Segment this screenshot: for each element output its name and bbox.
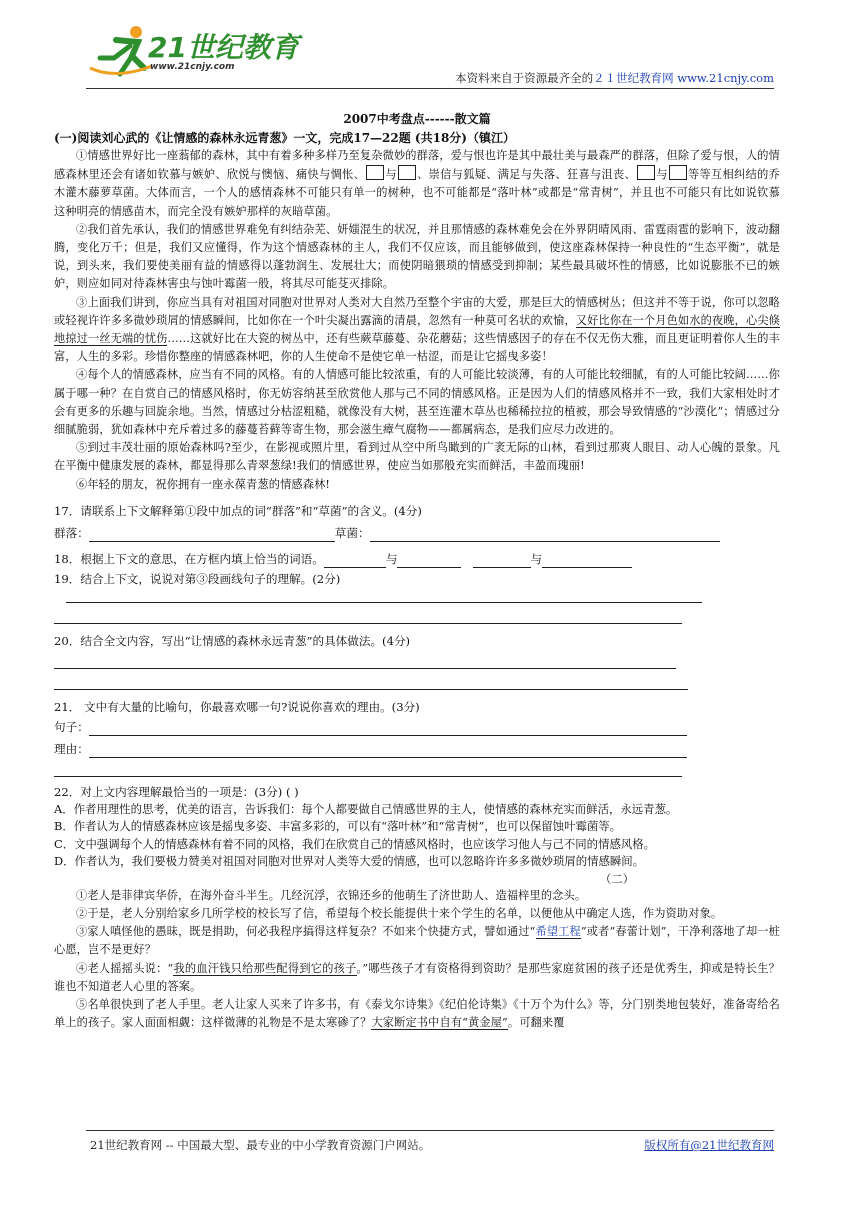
q18-blank-3[interactable]: [473, 553, 531, 568]
passage-paragraph-5: ⑤到过丰茂壮丽的原始森林吗?至少，在影视或照片里，看到过从空中所鸟瞰到的广袤无际的山林，看到过那爽人眼目、动人心魄的景象。凡在平衡中健康发展的森林，都显得那么青翠葱绿!我们的情感世界，使应当如那般充实而鲜活，丰盈而瑰丽!: [54, 441, 780, 473]
q17-label-qunluo: 群落：: [54, 525, 89, 540]
passage-paragraph-3: [54, 294, 780, 367]
q21-sentence-row: [54, 718, 780, 736]
section2-heading: （二）: [599, 871, 635, 886]
section1-heading: (一)阅读刘心武的《让情感的森林永远青葱》一文，完成17—22题 (共18分)（镇江）: [54, 131, 515, 145]
q18-text: 18．根据上下文的意思，在方框内填上恰当的词语。: [54, 551, 324, 566]
q21-answer-line-3[interactable]: [54, 762, 682, 777]
q18-blank-2[interactable]: [397, 553, 461, 568]
s2p3-text-a: ③家人嗔怪他的愚昧，既是捐助，何必我程序搞得这样复杂？不如来个快捷方式，譬如通过“: [76, 925, 536, 939]
q22-option-d[interactable]: D．作者认为，我们要极力赞美对祖国对同胞对世界对人类等大爱的情感，也可以忽略许许多多微妙琐屑的情感瞬间。: [54, 854, 645, 869]
question-20: 20．结合全文内容，写出“让情感的森林永远青葱”的具体做法。(4分): [54, 633, 411, 648]
main-content: [54, 110, 780, 1032]
q18-yu-1: 与: [385, 551, 398, 566]
q22-option-c[interactable]: C．文中强调每个人的情感森林有着不同的风格，我们在欣赏自己的情感风格时，也应该学习他人与己不同的情感风格。: [54, 836, 656, 851]
q20-answer-line-2[interactable]: [54, 675, 688, 690]
s2p5-text-a: ⑤名单很快到了老人手里。老人让家人买来了许多书，有《泰戈尔诗集》《纪伯伦诗集》《十万个为什么》等，分门别类地包装好，准备寄给名单上的孩子。家人面面相觑：这样微薄的礼物是不是太寒碜了？: [54, 998, 780, 1030]
p1-text-c: 、崇信与狐疑、满足与失落、狂喜与沮丧、: [416, 168, 637, 182]
q18-blank-4[interactable]: [542, 553, 632, 568]
s2p5-text-b: 。可翻来覆: [507, 1016, 565, 1030]
passage-paragraph-6: ⑥年轻的朋友，祝你拥有一座永葆青葱的情感森林!: [76, 477, 331, 491]
s2p5-underlined-sentence: 大家断定书中自有“黄金屋”: [371, 1016, 508, 1030]
section2-paragraph-3: [54, 923, 780, 959]
q18-blank-1[interactable]: [324, 553, 386, 568]
q21-blank-sentence[interactable]: [89, 721, 687, 736]
question-21: 21． 文中有大量的比喻句，你最喜欢哪一句?说说你喜欢的理由。(3分): [54, 699, 420, 714]
s2p4-text-b: 。”哪些孩子才有资格得到资助？是那些家庭贫困的孩子还是优秀生，抑或是特长生？谁也不知道老人心里的答案。: [54, 961, 781, 993]
hope-project-link[interactable]: 希望工程: [535, 925, 581, 939]
logo-title: 21世纪教育: [148, 31, 299, 64]
section2-paragraph-4: [54, 960, 780, 996]
page-title: 2007中考盘点------散文篇: [343, 112, 491, 126]
s2p3-text-b: ”或者“春蕾计划”，干净利落地了却一桩心愿，岂不是更好？: [54, 925, 780, 957]
q21-label-sentence: 句子：: [54, 719, 89, 734]
p1-text-a: ①情感世界好比一座蓊郁的森林，其中有着多种多样乃至复杂微妙的群落，爱与恨也许是其中最壮美与最森严的群落，但除了爱与恨，人的情感森林里还会有诸如钦慕与嫉妒、欣悦与懊恼、痛快与惆怅、: [54, 149, 780, 182]
q17-blank-caojun[interactable]: [370, 527, 720, 542]
section2-paragraph-1: ①老人是菲律宾华侨，在海外奋斗半生。几经沉浮，衣锦还乡的他萌生了济世助人、造福梓里的念头。: [76, 888, 587, 902]
q17-label-caojun: 草菌：: [334, 525, 370, 540]
p3-text-b: ……这就好比在大瓷的树丛中，还有些蕨草藤蔓、杂花蘑菇；这些情感因子的存在不仅无伤大雅，而且更证明着你人生的丰富，人生的多彩。珍惜你整座的情感森林吧，你的人生使命不是使它单一枯涩，而是让它摇曳多姿！: [54, 332, 780, 364]
q21-label-reason: 理由：: [54, 741, 89, 756]
s2p4-underlined-sentence: 我的血汗钱只给那些配得到它的孩子: [173, 961, 357, 975]
q18-yu-2: 与: [530, 551, 543, 566]
question-19: 19．结合上下文，说说对第③段画线句子的理解。(2分): [54, 571, 341, 586]
q19-answer-line-1[interactable]: [66, 588, 702, 603]
p1-text-b: 与: [385, 168, 397, 182]
answer-box-2[interactable]: [398, 165, 416, 180]
logo-url: www.21cnjy.com: [150, 62, 235, 72]
running-man-icon: [86, 22, 156, 82]
q22-option-b[interactable]: B．作者认为人的情感森林应该是摇曳多姿、丰富多彩的，可以有“落叶林”和“常青树”，也可以保留蚀叶霉菌等。: [54, 819, 622, 834]
footer-copyright-link[interactable]: 版权所有@21世纪教育网: [644, 1138, 774, 1152]
p3-text-a: ③上面我们讲到，你应当具有对祖国对同胞对世界对人类对大自然乃至整个宇宙的大爱，那是巨大的情感树丛；但这并不等于说，你可以忽略或轻视许许多多微妙琐屑的情感瞬间，比如你在一个叶尖凝出露滴的清晨，忽然有一种莫可名状的欢愉，: [54, 295, 780, 327]
answer-box-3[interactable]: [637, 165, 655, 180]
question-18: [54, 550, 780, 568]
q19-answer-line-2[interactable]: [54, 609, 682, 624]
s2p4-text-a: ④老人摇摇头说：“: [76, 961, 174, 975]
section2-paragraph-2: ②于是，老人分别给家乡几所学校的校长写了信，希望每个校长能提供十来个学生的名单，以便他从中确定人选，作为资助对象。: [76, 907, 723, 921]
header-source-prefix: 本资料来自于资源最齐全的: [455, 71, 594, 85]
header-source-url[interactable]: www.21cnjy.com: [677, 71, 774, 85]
question-17-answers: [54, 524, 780, 542]
passage-paragraph-2: ②我们首先承认，我们的情感世界难免有纠结杂芜、妍媸混生的状况，并且那情感的森林难免会在外界阴晴风雨、雷霆雨雹的影响下，波动翻腾，变化万千；但是，我们又应懂得，作为这个情感森林的主人，我们不仅应该，而且能够做到，使这座森林保持一种良性的“生态平衡”，就是说，到头来，我们要使美丽有益的情感得以蓬勃润生、发展壮大；而使阴暗猥琐的情感受到抑制；某些最具破坏性的情感，比如说膨胀不已的嫉妒，则应如同对待森林害虫与蚀叶霉菌一般，将其尽可能芟灭排除。: [54, 222, 780, 291]
question-17: 17．请联系上下文解释第①段中加点的词“群落”和“草菌”的含义。(4分): [54, 503, 422, 518]
q21-reason-row: [54, 740, 780, 758]
header-divider: [86, 88, 774, 89]
p3-underlined-sentence: 又好比你在一个月色如水的夜晚，心尖倏地掠过一丝无端的忧伤: [54, 313, 780, 346]
q21-blank-reason[interactable]: [89, 743, 687, 758]
footer-divider: [86, 1130, 774, 1131]
answer-box-1[interactable]: [366, 165, 384, 180]
p1-text-d: 与: [656, 168, 668, 182]
header-source: [455, 70, 774, 86]
passage-paragraph-1: [54, 147, 780, 221]
footer-tagline: 21世纪教育网 -- 中国最大型、最专业的中小学教育资源门户网站。: [90, 1138, 431, 1152]
passage-paragraph-4: ④每个人的情感森林，应当有不同的风格。有的人情感可能比较浓重，有的人可能比较淡薄，有的人可能比较细腻，有的人可能比较阔……你属于哪一种？在自赏自己的情感风格时，你无妨容纳甚至欣赏他人那与己不同的情感风格。正是因为人们的情感风格并不一致，我们大家相处时才会有更多的乐趣与回旋余地。当然，情感过分枯涩粗糙，就像没有大树，甚至连灌木草丛也稀稀拉拉的植被，那会导致情感的“沙漠化”；情感过分细腻脆弱，犹如森林中充斥着过多的藤蔓苔藓等寄生物，那会滋生瘴气腐物——都属病态，是我们应尽力改进的。: [54, 368, 781, 437]
question-22: 22．对上文内容理解最恰当的一项是：(3分) ( ): [54, 784, 299, 799]
section2-paragraph-5: [54, 996, 780, 1032]
answer-box-4[interactable]: [669, 165, 687, 180]
p1-text-e: 等等互相纠结的乔木灌木藤萝草菌。大体而言，一个人的感情森林不可能只有单一的树种，也不可能都是“落叶林”或都是“常青树”，并且也不可能只有比如说钦慕这种明亮的情感苗木，而完全没有嫉妒那样的灰暗草菌。: [54, 168, 780, 218]
q22-option-a[interactable]: A．作者用理性的思考，优美的语言，告诉我们：每个人都要做自己情感世界的主人，使情感的森林充实而鲜活，永远青葱。: [54, 801, 678, 816]
header-source-site[interactable]: ２１世纪教育网: [593, 71, 674, 85]
q17-blank-qunluo[interactable]: [89, 527, 335, 542]
q20-answer-line-1[interactable]: [54, 654, 676, 669]
